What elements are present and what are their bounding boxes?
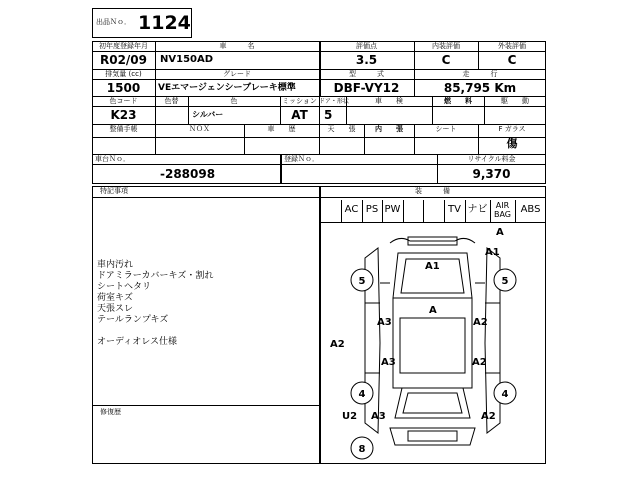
- color-label: 色: [230, 97, 238, 105]
- lot-number-value: 1124: [138, 12, 191, 34]
- nox-label: ＮＯＸ: [189, 125, 210, 133]
- note-line: シートヘタリ: [97, 282, 152, 292]
- roof-lining-label: 天 張: [327, 125, 356, 133]
- notes-label: 特記事項: [100, 187, 128, 195]
- first-registration-value: R02/09: [99, 53, 148, 67]
- damage-mark: A1: [425, 261, 440, 272]
- mileage-value: 85,795 Km: [443, 81, 517, 95]
- equipment-pw: PW: [384, 204, 401, 215]
- tire-circle-label: 8: [358, 444, 366, 455]
- maintenance-book-label: 整備手帳: [109, 125, 138, 133]
- tire-circle-label: 4: [501, 389, 509, 400]
- recycle-fee-value: 9,370: [472, 167, 511, 181]
- damage-mark: A2: [473, 317, 488, 328]
- color-code-value: K23: [110, 108, 137, 122]
- model-label: 型 式: [349, 70, 384, 78]
- color-value: シルバー: [192, 110, 224, 119]
- damage-mark: A: [429, 305, 437, 316]
- equipment-tv: TV: [448, 204, 461, 215]
- chassis-number-value: -288098: [160, 167, 216, 181]
- seat-label: シート: [435, 125, 457, 133]
- tire-circle-label: 5: [501, 276, 509, 287]
- history-label: 車 歴: [267, 125, 296, 133]
- registration-number-label: 登録Ｎｏ．: [284, 155, 319, 163]
- equipment-ps: PS: [365, 204, 379, 215]
- displacement-label: 排気量 (cc): [105, 70, 142, 78]
- doors-value: 5: [324, 108, 333, 122]
- damage-mark: U2: [342, 411, 358, 422]
- damage-mark: A3: [381, 357, 396, 368]
- damage-mark: A: [496, 227, 504, 238]
- front-glass-value: 傷: [506, 137, 518, 150]
- interior-grade-label: 内装評価: [432, 42, 460, 50]
- score-value: 3.5: [355, 53, 378, 67]
- mileage-label: 走 行: [462, 70, 498, 78]
- interior-lining-label: 内 張: [375, 125, 403, 133]
- damage-mark: A1: [485, 247, 500, 258]
- equipment-label: 装 備: [415, 187, 450, 195]
- grade-label: グレード: [223, 70, 251, 78]
- equipment-abs: ABS: [520, 204, 541, 215]
- recycle-fee-label: リサイクル料金: [467, 155, 516, 163]
- mission-value: AT: [291, 108, 308, 122]
- repaint-label: 色替: [164, 97, 179, 105]
- equipment-navi: ナビ: [467, 204, 488, 215]
- note-line: 天張スレ: [97, 304, 134, 314]
- tire-circle-label: 5: [358, 276, 366, 287]
- exterior-grade-value: C: [507, 53, 517, 67]
- equipment-ac: AC: [344, 204, 359, 215]
- car-name-label: 車 名: [219, 42, 255, 50]
- damage-mark: A2: [472, 357, 487, 368]
- front-glass-label: F ガラス: [498, 125, 526, 133]
- exterior-grade-label: 外装評価: [498, 42, 526, 50]
- equipment-airbag: AIR BAG: [493, 201, 512, 219]
- color-code-label: 色コード: [109, 97, 138, 105]
- interior-grade-value: C: [441, 53, 451, 67]
- score-label: 評価点: [356, 42, 377, 50]
- mission-label: ミッション: [282, 97, 317, 105]
- note-line: オーディオレス仕様: [97, 337, 178, 347]
- damage-mark: A2: [330, 339, 345, 350]
- car-name-value: NV150AD: [160, 54, 214, 65]
- chassis-number-label: 車台Ｎｏ．: [95, 155, 130, 163]
- displacement-value: 1500: [106, 81, 141, 95]
- note-line: ドアミラーカバーキズ・割れ: [97, 271, 214, 281]
- repair-history-label: 修復歴: [100, 408, 121, 416]
- note-line: 車内汚れ: [97, 260, 134, 270]
- grade-value: VEエマージェンシーブレーキ標準: [158, 83, 296, 93]
- note-line: 荷室キズ: [97, 293, 133, 303]
- inspection-label: 車 検: [375, 97, 403, 105]
- damage-mark: A3: [371, 411, 386, 422]
- doors-label: ドア・形状: [319, 98, 349, 105]
- first-registration-label: 初年度登録年月: [99, 42, 148, 50]
- damage-mark: A3: [377, 317, 392, 328]
- fuel-label: 燃 料: [444, 97, 472, 105]
- drive-label: 駆 動: [501, 97, 529, 105]
- note-line: テールランプキズ: [97, 315, 169, 325]
- car-damage-diagram: [320, 223, 545, 463]
- model-value: DBF-VY12: [333, 81, 400, 95]
- lot-number-label: 出品Ｎｏ．: [96, 18, 131, 26]
- damage-mark: A2: [481, 411, 496, 422]
- tire-circle-label: 4: [358, 389, 366, 400]
